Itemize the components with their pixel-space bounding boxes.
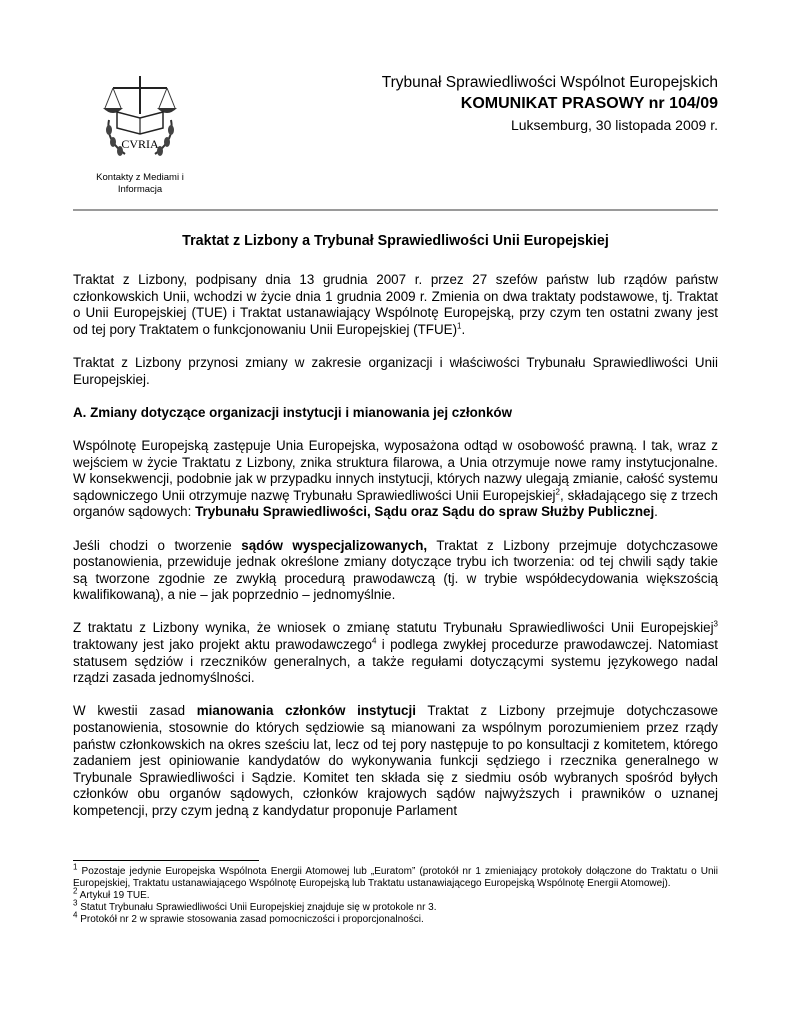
footnote-divider <box>73 860 259 861</box>
p6-bold: mianowania członków instytucji <box>196 703 416 719</box>
p5-text-c: i podlega zwykłej procedurze prawodawczej. Natomiast statusem sędziów i rzeczników generalnych, a także regułami dotyczącymi systemu językowego nadal rządzi zasada jednomyślności. <box>73 637 718 686</box>
document-body <box>73 232 718 836</box>
institution-name: Trybunał Sprawiedliwości Wspólnot Europejskich <box>381 74 718 91</box>
footnote-number: 3 <box>73 898 78 908</box>
p5-text-b: traktowany jest jako projekt aktu prawodawczego <box>73 637 373 653</box>
footnote-number: 4 <box>73 911 78 921</box>
p4-text-b: Traktat z Lizbony przejmuje dotychczasowe postanowienia, przewiduje jednak określone zmiany dotyczące trybu ich tworzenia: od tej chwili sądy takie są tworzone zgodnie ze zwykłą procedurą prawodawczą (tj. w trybie współdecydowania większością kwalifikowaną), a nie – jak poprzednio – jednomyślnie. <box>73 537 718 603</box>
paragraph-3 <box>73 438 718 521</box>
document-title: Traktat z Lizbony a Trybunał Sprawiedliwości Unii Europejskiej <box>182 233 609 249</box>
p1-end: . <box>461 321 466 337</box>
footnote-text: Protokół nr 2 w sprawie stosowania zasad pomocniczości i proporcjonalności. <box>77 914 424 926</box>
paragraph-4 <box>73 538 718 604</box>
footnote-text: Pozostaje jedynie Europejska Wspólnota Energii Atomowej lub „Euratom” (protokół nr 1 zmieniający protokoły dołączone do Traktatu o Unii Europejskiej, Traktatu ustanawiającego Wspólnotę Europejską lub Traktatu ustanawiającego Europejską Wspólnotę Energii Atomowej). <box>73 866 718 890</box>
paragraph-6 <box>73 703 718 819</box>
footnote-4 <box>73 911 718 926</box>
press-release-number: KOMUNIKAT PRASOWY nr 104/09 <box>460 95 718 112</box>
footnote-number: 1 <box>73 862 78 872</box>
paragraph-1 <box>73 272 718 338</box>
p3-text-b: , składającego się z trzech organów sądowych: <box>73 487 718 520</box>
p6-text-b: Traktat z Lizbony przejmuje dotychczasowe postanowienia, stosownie do których sędziowie są mianowani za wspólnym porozumieniem przez rządy państw członkowskich na okres sześciu lat, lecz od tej pory następuje to po konsultacji z komitetem, którego zadaniem jest opiniowanie kandydatów do wykonywania funkcji sędziego i rzecznika generalnego w Trybunale Sprawiedliwości i Sądzie. Komitet ten składa się z siedmiu osób wybranych spośród byłych członków obu organów sądowych, członków krajowych sądów najwyższych i prawników o uznanej kompetencji, przy czym jedną z kandydatur proponuje Parlament <box>73 703 718 818</box>
footnote-number: 2 <box>73 886 78 896</box>
p5-text-a: Z traktatu z Lizbony wynika, że wniosek o zmianę statutu Trybunału Sprawiedliwości Unii Europejskiej <box>73 620 714 636</box>
logo-text: CVRIA <box>121 137 159 151</box>
footnote-ref-2[interactable]: 2 <box>555 487 560 497</box>
p1-text: Traktat z Lizbony, podpisany dnia 13 grudnia 2007 r. przez 27 szefów państw lub rządów państw członkowskich Unii, wchodzi w życie dnia 1 grudnia 2009 r. Zmienia on dwa traktaty podstawowe, tj. Traktat o Unii Europejskiej (TUE) i Traktat ustanawiający Wspólnotę Europejską, przy czym ten ostatni zwany jest od tej pory Traktatem o funkcjonowaniu Unii Europejskiej (TFUE) <box>73 272 718 337</box>
section-a-heading: A. Zmiany dotyczące organizacji instytucji i mianowania jej członków <box>73 404 513 420</box>
p6-text-a: W kwestii zasad <box>73 703 197 719</box>
p4-text-a: Jeśli chodzi o tworzenie <box>73 537 242 553</box>
footnote-1 <box>73 862 718 890</box>
p3-bold: Trybunału Sprawiedliwości, Sądu oraz Sądu do spraw Służby Publicznej <box>195 504 655 520</box>
media-contact-label: Kontakty z Mediami i Informacja <box>96 172 184 195</box>
press-header <box>382 73 718 135</box>
footnote-text: Artykuł 19 TUE. <box>77 890 150 902</box>
cvria-logo <box>86 68 194 204</box>
paragraph-2: Traktat z Lizbony przynosi zmiany w zakresie organizacji i właściwości Trybunału Sprawiedliwości Unii Europejskiej. <box>73 354 718 387</box>
footnote-text: Statut Trybunału Sprawiedliwości Unii Europejskiej znajduje się w protokole nr 3. <box>77 902 437 914</box>
court-emblem-icon <box>95 68 185 168</box>
footnotes <box>73 862 718 926</box>
release-date: Luksemburg, 30 listopada 2009 r. <box>510 117 718 133</box>
p3-end: . <box>654 504 658 520</box>
paragraph-5 <box>73 620 718 686</box>
p4-bold: sądów wyspecjalizowanych, <box>241 537 428 553</box>
footnote-3 <box>73 898 718 914</box>
header-divider <box>73 209 718 211</box>
footnote-ref-3[interactable]: 3 <box>713 620 718 629</box>
p3-text-a: Wspólnotę Europejską zastępuje Unia Europejska, wyposażona odtąd w osobowość prawną. I tak, wraz z wejściem w życie Traktatu z Lizbony, znika struktura filarowa, a Unia otrzymuje nowe ramy instytucjonalne. W konsekwencji, podobnie jak w przypadku innych instytucji, których nazwy ulegają zmianie, całość systemu sądowniczego Unii otrzymuje nazwę Trybunału Sprawiedliwości Unii Europejskiej <box>73 437 718 503</box>
footnote-2 <box>73 886 718 902</box>
footnote-ref-4[interactable]: 4 <box>372 636 377 646</box>
footnote-ref-1[interactable]: 1 <box>457 321 462 331</box>
